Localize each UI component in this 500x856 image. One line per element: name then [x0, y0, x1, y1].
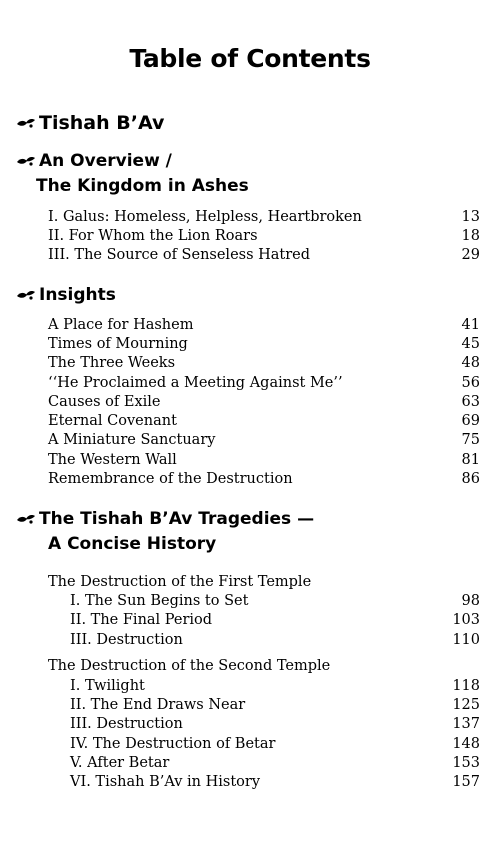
toc-entry[interactable]	[70, 592, 480, 611]
toc-entry-label: III. The Source of Senseless Hatred	[48, 247, 311, 263]
toc-entry[interactable]	[70, 677, 480, 696]
toc-entry[interactable]	[48, 335, 480, 354]
section-heading-text: The Tishah B’Av Tragedies —	[39, 509, 315, 529]
toc-entry-page: 157	[452, 774, 480, 790]
toc-entry-label: Causes of Exile	[48, 394, 161, 410]
toc-entry-page: 63	[461, 394, 480, 410]
toc-entry-label: I. The Sun Begins to Set	[70, 593, 249, 609]
toc-entry-label: I. Galus: Homeless, Helpless, Heartbroken	[48, 209, 362, 225]
toc-entry-label: A Place for Hashem	[48, 317, 194, 333]
ornament-icon	[16, 154, 36, 168]
toc-entry[interactable]	[48, 412, 480, 431]
toc-entry-page: 29	[461, 247, 480, 263]
toc-entry-label: IV. The Destruction of Betar	[70, 736, 276, 752]
section-heading-text: Tishah B’Av	[39, 112, 165, 134]
toc-entry[interactable]	[48, 246, 480, 265]
toc-entry[interactable]	[48, 316, 480, 335]
toc-entry[interactable]	[70, 735, 480, 754]
toc-entry-label: V. After Betar	[70, 755, 170, 771]
toc-entry-page: 75	[461, 432, 480, 448]
subsection-label-first-temple: The Destruction of the First Temple	[48, 574, 312, 590]
section-heading-text: Insights	[39, 285, 116, 305]
toc-entry-label: Times of Mourning	[48, 336, 188, 352]
toc-entry-page: 81	[461, 452, 480, 468]
page-title: Table of Contents	[129, 44, 371, 73]
section-heading-overview	[16, 151, 172, 171]
toc-entry[interactable]	[48, 431, 480, 450]
section-heading-continuation: The Kingdom in Ashes	[36, 176, 249, 196]
toc-entry-page: 56	[461, 375, 480, 391]
toc-entry-label: Remembrance of the Destruction	[48, 471, 293, 487]
toc-entry[interactable]	[48, 354, 480, 373]
toc-entry[interactable]	[70, 773, 480, 792]
toc-entry-page: 103	[452, 612, 480, 628]
ornament-icon	[16, 116, 36, 130]
section-heading-tishah	[16, 112, 164, 134]
toc-entry-label: II. The Final Period	[70, 612, 213, 628]
toc-entry[interactable]	[48, 393, 480, 412]
section-heading-text: An Overview /	[39, 151, 172, 171]
toc-entry-page: 13	[461, 209, 480, 225]
toc-entry-page: 69	[461, 413, 480, 429]
section-heading-continuation: A Concise History	[48, 534, 217, 554]
toc-entry-label: II. The End Draws Near	[70, 697, 246, 713]
toc-entry[interactable]	[48, 470, 480, 489]
toc-entry[interactable]	[48, 374, 480, 393]
toc-entry-page: 48	[461, 355, 480, 371]
toc-entry-label: ‘‘He Proclaimed a Meeting Against Me’’	[48, 375, 343, 391]
toc-entry-page: 153	[452, 755, 480, 771]
toc-entry[interactable]	[48, 208, 480, 227]
toc-entry[interactable]	[70, 715, 480, 734]
toc-entry[interactable]	[70, 631, 480, 650]
toc-entry-page: 41	[461, 317, 480, 333]
toc-entry-label: VI. Tishah B’Av in History	[70, 774, 261, 790]
toc-entry-page: 45	[461, 336, 480, 352]
toc-entry-page: 110	[452, 632, 480, 648]
toc-entry-page: 18	[461, 228, 480, 244]
toc-entry-label: III. Destruction	[70, 716, 183, 732]
ornament-icon	[16, 512, 36, 526]
toc-entry[interactable]	[48, 451, 480, 470]
subsection-label-second-temple: The Destruction of the Second Temple	[48, 658, 331, 674]
toc-entry[interactable]	[70, 696, 480, 715]
toc-entry-label: III. Destruction	[70, 632, 183, 648]
toc-entry-label: I. Twilight	[70, 678, 145, 694]
toc-entry-page: 148	[452, 736, 480, 752]
toc-entry-label: A Miniature Sanctuary	[48, 432, 216, 448]
toc-entry-page: 125	[452, 697, 480, 713]
toc-entry-page: 86	[461, 471, 480, 487]
toc-entry-label: The Three Weeks	[48, 355, 176, 371]
toc-entry-label: Eternal Covenant	[48, 413, 177, 429]
toc-entry-page: 118	[452, 678, 480, 694]
toc-entry-label: II. For Whom the Lion Roars	[48, 228, 258, 244]
ornament-icon	[16, 288, 36, 302]
section-heading-insights	[16, 285, 116, 305]
toc-entry[interactable]	[48, 227, 480, 246]
toc-entry[interactable]	[70, 611, 480, 630]
section-heading-tragedies	[16, 509, 314, 529]
toc-entry-page: 137	[452, 716, 480, 732]
toc-entry-page: 98	[461, 593, 480, 609]
toc-entry-label: The Western Wall	[48, 452, 177, 468]
toc-entry[interactable]	[70, 754, 480, 773]
